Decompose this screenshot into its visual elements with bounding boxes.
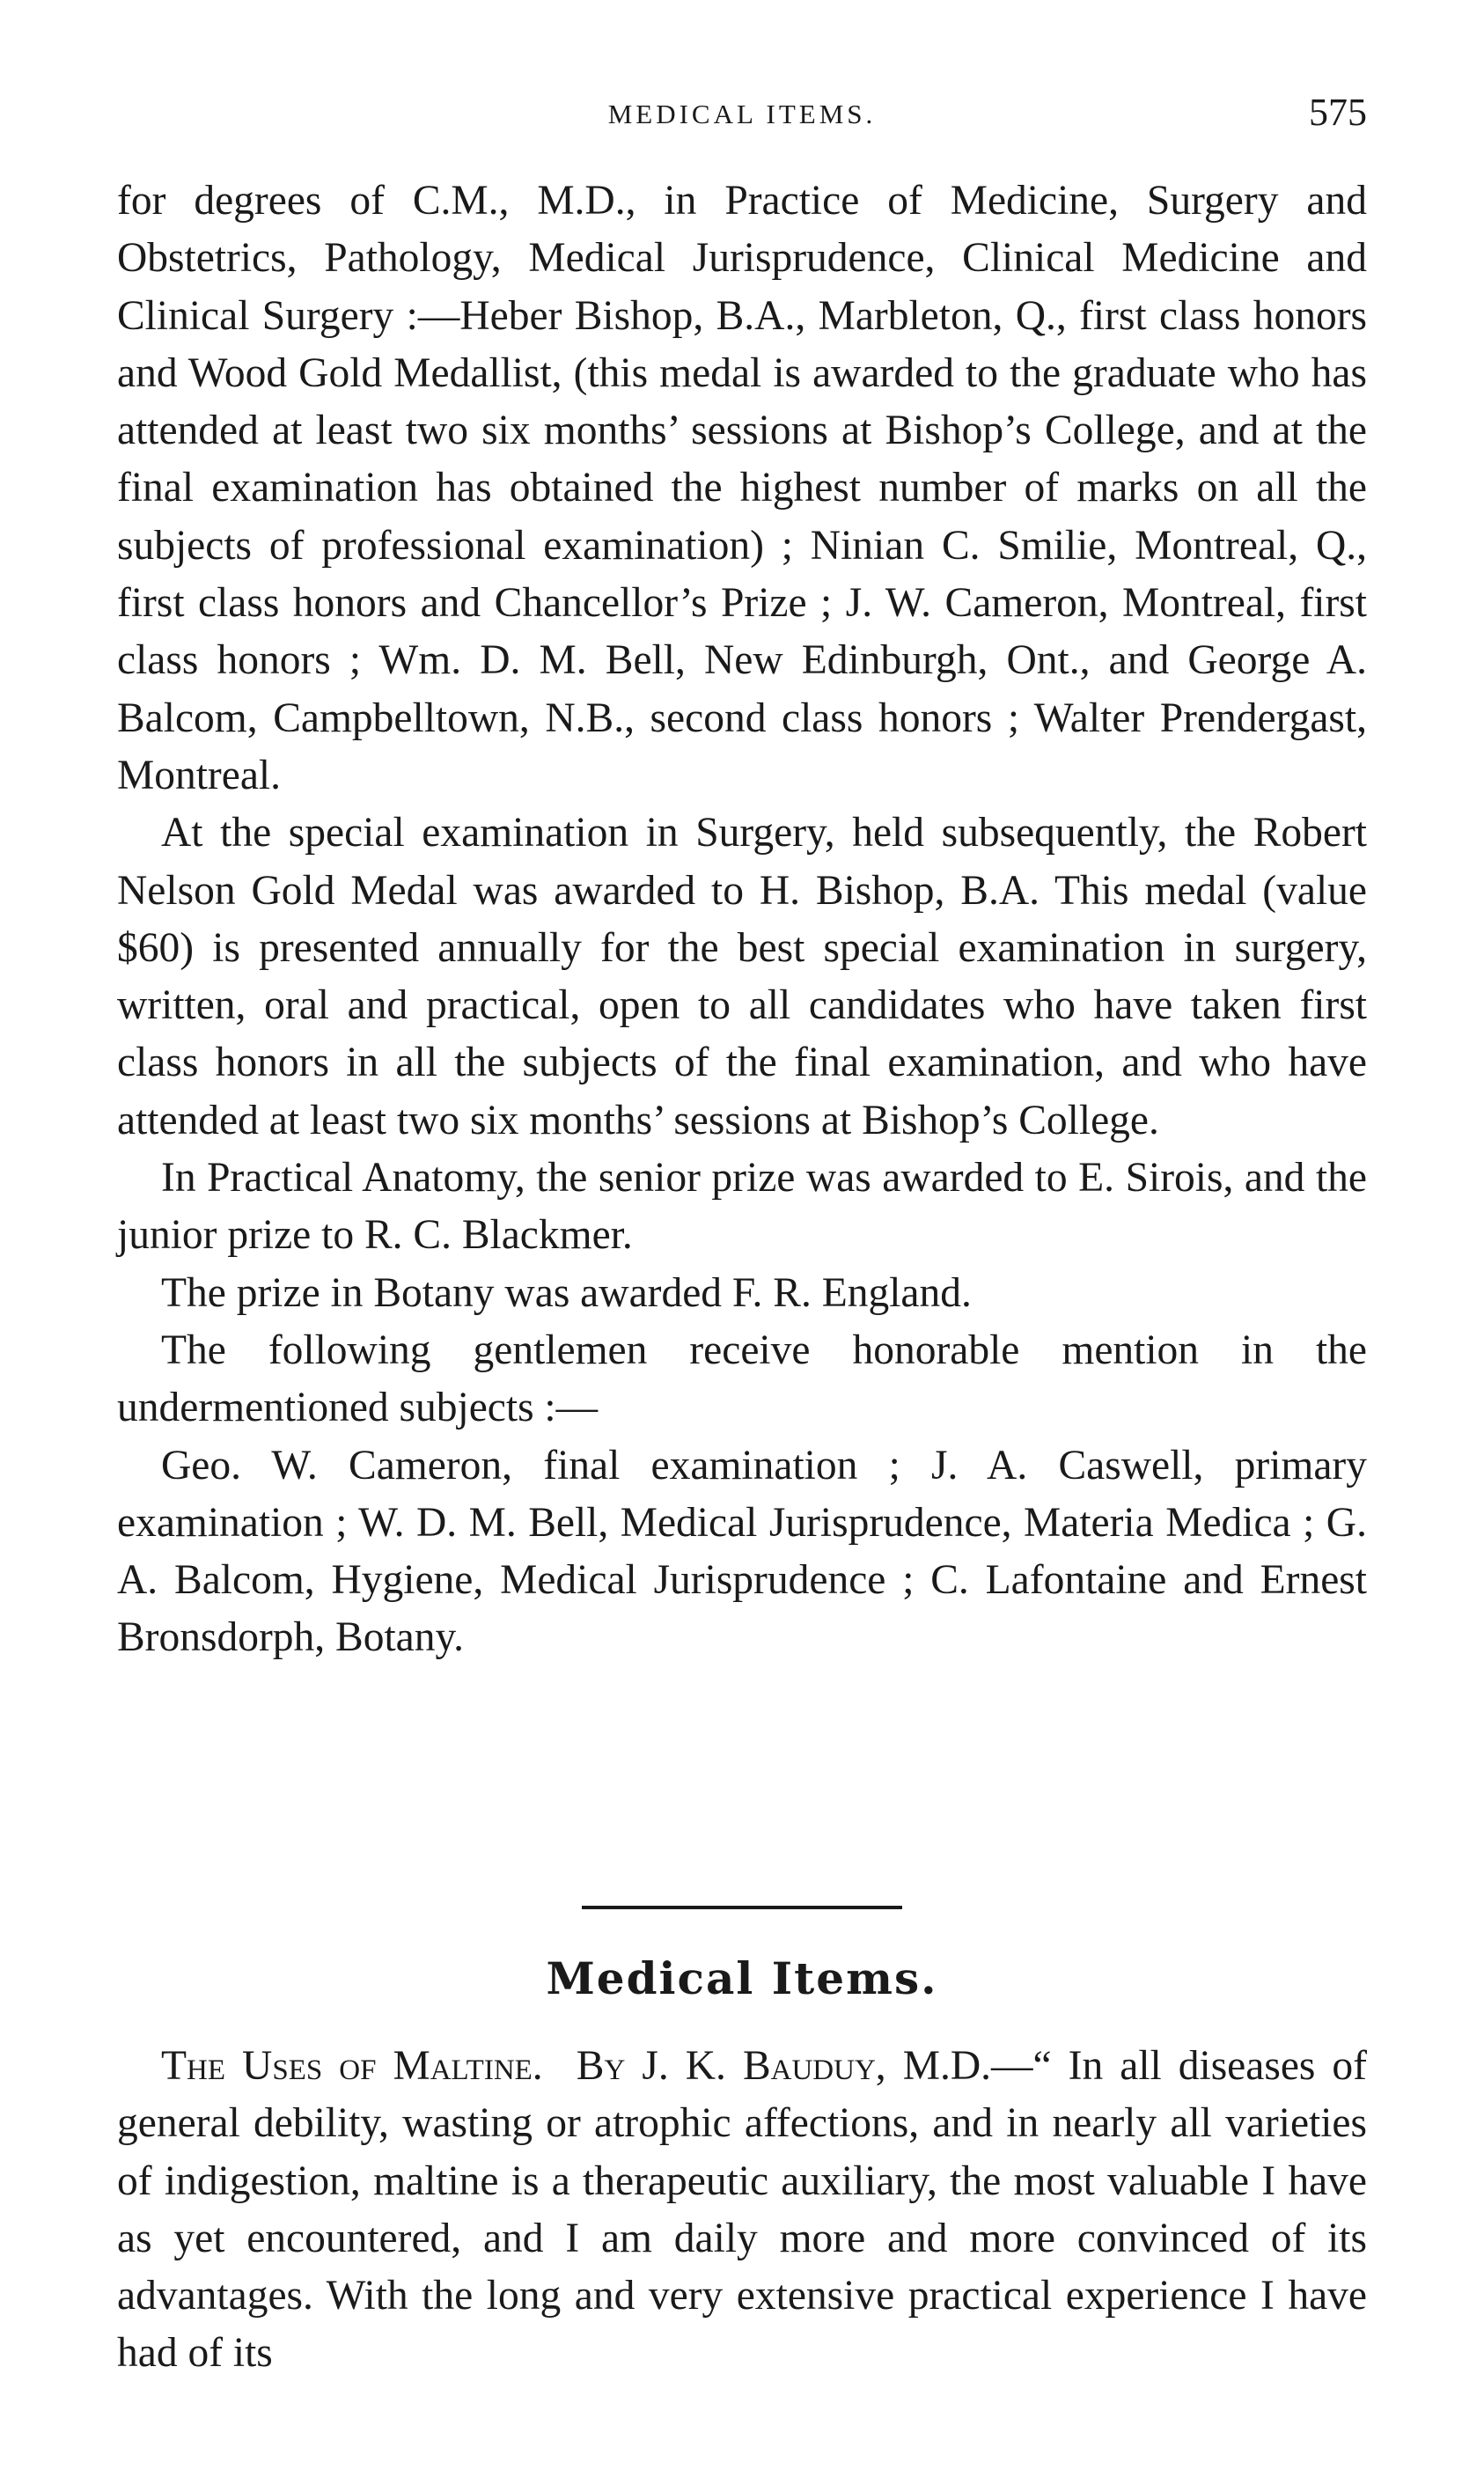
article-body <box>117 2038 1367 2383</box>
section-heading: Medical Items. <box>546 1952 938 2004</box>
paragraph-botany-prize: The prize in Botany was awarded F. R. England. <box>161 1269 972 1316</box>
paragraph-anatomy-prizes: In Practical Anatomy, the senior prize was awarded to E. Sirois, and the junior prize to R. C. Blackmer. <box>117 1155 1367 1259</box>
paragraph-honorable-mention-intro: The following gentlemen receive honorable mention in the undermentioned subjects :— <box>117 1327 1367 1431</box>
section-divider <box>582 1906 902 1909</box>
article-text: —“ In all diseases of general debility, wasting or atrophic affections, and in nearly all varieties of indigestion, maltine is a therapeutic auxiliary, the most valuable I have as yet encountered, and I am daily more and more convinced of its advantages. With the long and very extensive practical experience I have had of its <box>117 2043 1368 2377</box>
paragraph-honorable-mention-list: Geo. W. Cameron, final examination ; J. A. Caswell, primary examination ; W. D. M. Bell, Medical Jurisprudence, Materia Medica ; G. A. Balcom, Hygiene, Medical Jurisprudence ; C. Lafontaine and Ernest Bronsdorph, Botany. <box>117 1442 1367 1661</box>
paragraph-graduates: for degrees of C.M., M.D., in Practice of Medicine, Surgery and Obstetrics, Pathology, Medical Jurisprudence, Clinical Medicine and Clinical Surgery :—Heber Bishop, B.A., Marbleton, Q., first class honors and Wood Gold Medallist, (this medal is awarded to the graduate who has attended at least two six months’ sessions at Bishop’s College, and at the final examination has obtained the highest number of marks on all the subjects of professional examination) ; Ninian C. Smilie, Montreal, Q., first class honors and Chancellor’s Prize ; J. W. Cameron, Montreal, first class honors ; Wm. D. M. Bell, New Edinburgh, Ont., and George A. Balcom, Campbelltown, N.B., second class honors ; Walter Prendergast, Montreal. <box>117 178 1367 798</box>
article-paragraph <box>117 2038 1367 2383</box>
article-byline: By J. K. Bauduy, M.D. <box>576 2043 991 2089</box>
article-title: The Uses of Maltine. <box>161 2043 543 2089</box>
running-title: MEDICAL ITEMS. <box>607 99 877 129</box>
running-head <box>117 88 1367 141</box>
page-number: 575 <box>1309 91 1367 134</box>
body-text <box>117 173 1367 1667</box>
paragraph-surgery-medal: At the special examination in Surgery, held subsequently, the Robert Nelson Gold Medal was awarded to H. Bishop, B.A. This medal (value $60) is presented annually for the best special examination in surgery, written, oral and practical, open to all candidates who have taken first class honors in all the subjects of the final examination, and who have attended at least two six months’ sessions at Bishop’s College. <box>117 810 1367 1143</box>
book-page <box>117 0 1367 2477</box>
